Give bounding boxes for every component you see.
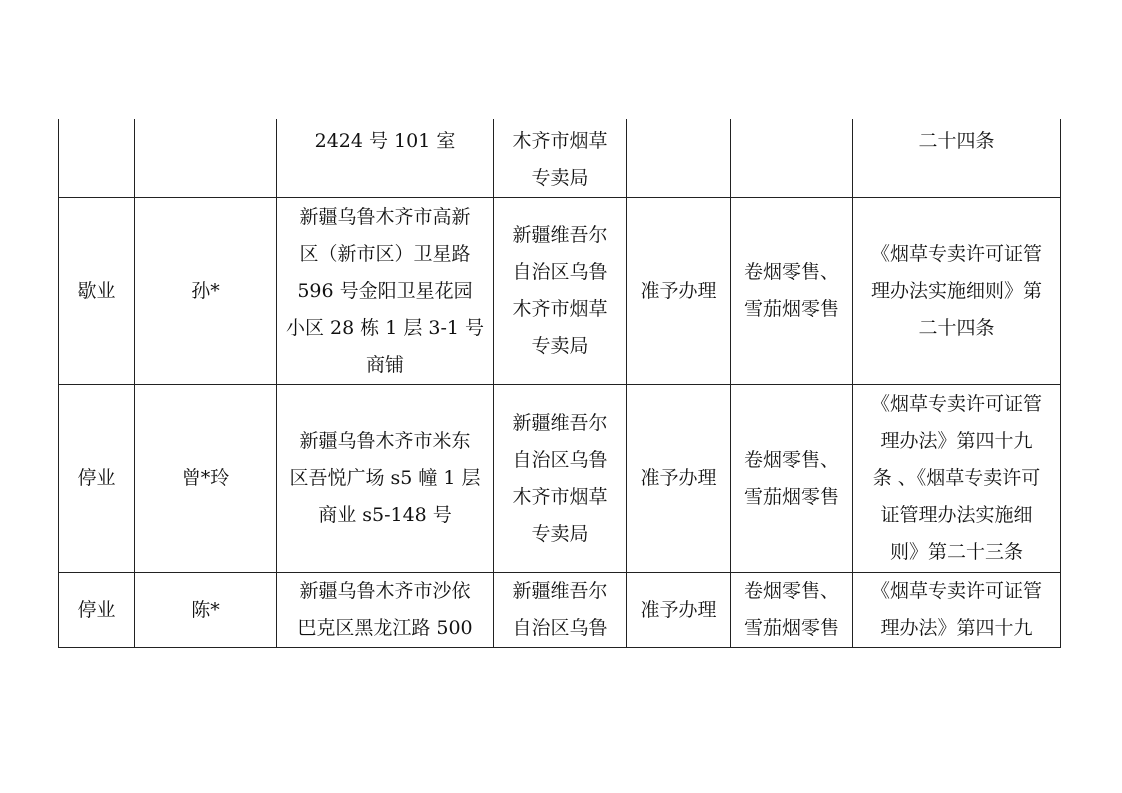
cell-authority: 新疆维吾尔 自治区乌鲁 木齐市烟草 专卖局 <box>494 385 627 573</box>
cell-name: 曾*玲 <box>135 385 277 573</box>
cell-scope: 卷烟零售、 雪茄烟零售 <box>731 385 853 573</box>
cell-address: 新疆乌鲁木齐市米东 区吾悦广场 s5 幢 1 层 商业 s5-148 号 <box>277 385 494 573</box>
cell-name <box>135 119 277 198</box>
cell-authority: 木齐市烟草 专卖局 <box>494 119 627 198</box>
cell-authority: 新疆维吾尔 自治区乌鲁 <box>494 573 627 648</box>
cell-scope: 卷烟零售、 雪茄烟零售 <box>731 573 853 648</box>
cell-scope: 卷烟零售、 雪茄烟零售 <box>731 198 853 385</box>
cell-name: 陈* <box>135 573 277 648</box>
table-row <box>59 198 1061 385</box>
cell-type: 歇业 <box>59 198 135 385</box>
license-change-table <box>58 119 1061 648</box>
cell-result: 准予办理 <box>627 573 731 648</box>
cell-scope <box>731 119 853 198</box>
cell-result: 准予办理 <box>627 198 731 385</box>
table-row <box>59 573 1061 648</box>
cell-type: 停业 <box>59 573 135 648</box>
cell-authority: 新疆维吾尔 自治区乌鲁 木齐市烟草 专卖局 <box>494 198 627 385</box>
cell-address: 新疆乌鲁木齐市高新 区（新市区）卫星路 596 号金阳卫星花园 小区 28 栋 1 层 3-1 号 商铺 <box>277 198 494 385</box>
cell-result: 准予办理 <box>627 385 731 573</box>
cell-result <box>627 119 731 198</box>
cell-name: 孙* <box>135 198 277 385</box>
table-row <box>59 385 1061 573</box>
cell-basis: 《烟草专卖许可证管 理办法》第四十九 条 、《烟草专卖许可 证管理办法实施细 则》第二十三条 <box>853 385 1061 573</box>
cell-type <box>59 119 135 198</box>
cell-basis: 《烟草专卖许可证管 理办法实施细则》第 二十四条 <box>853 198 1061 385</box>
cell-type: 停业 <box>59 385 135 573</box>
cell-address: 2424 号 101 室 <box>277 119 494 198</box>
cell-basis: 《烟草专卖许可证管 理办法》第四十九 <box>853 573 1061 648</box>
cell-basis: 二十四条 <box>853 119 1061 198</box>
table-row <box>59 119 1061 198</box>
cell-address: 新疆乌鲁木齐市沙依 巴克区黑龙江路 500 <box>277 573 494 648</box>
